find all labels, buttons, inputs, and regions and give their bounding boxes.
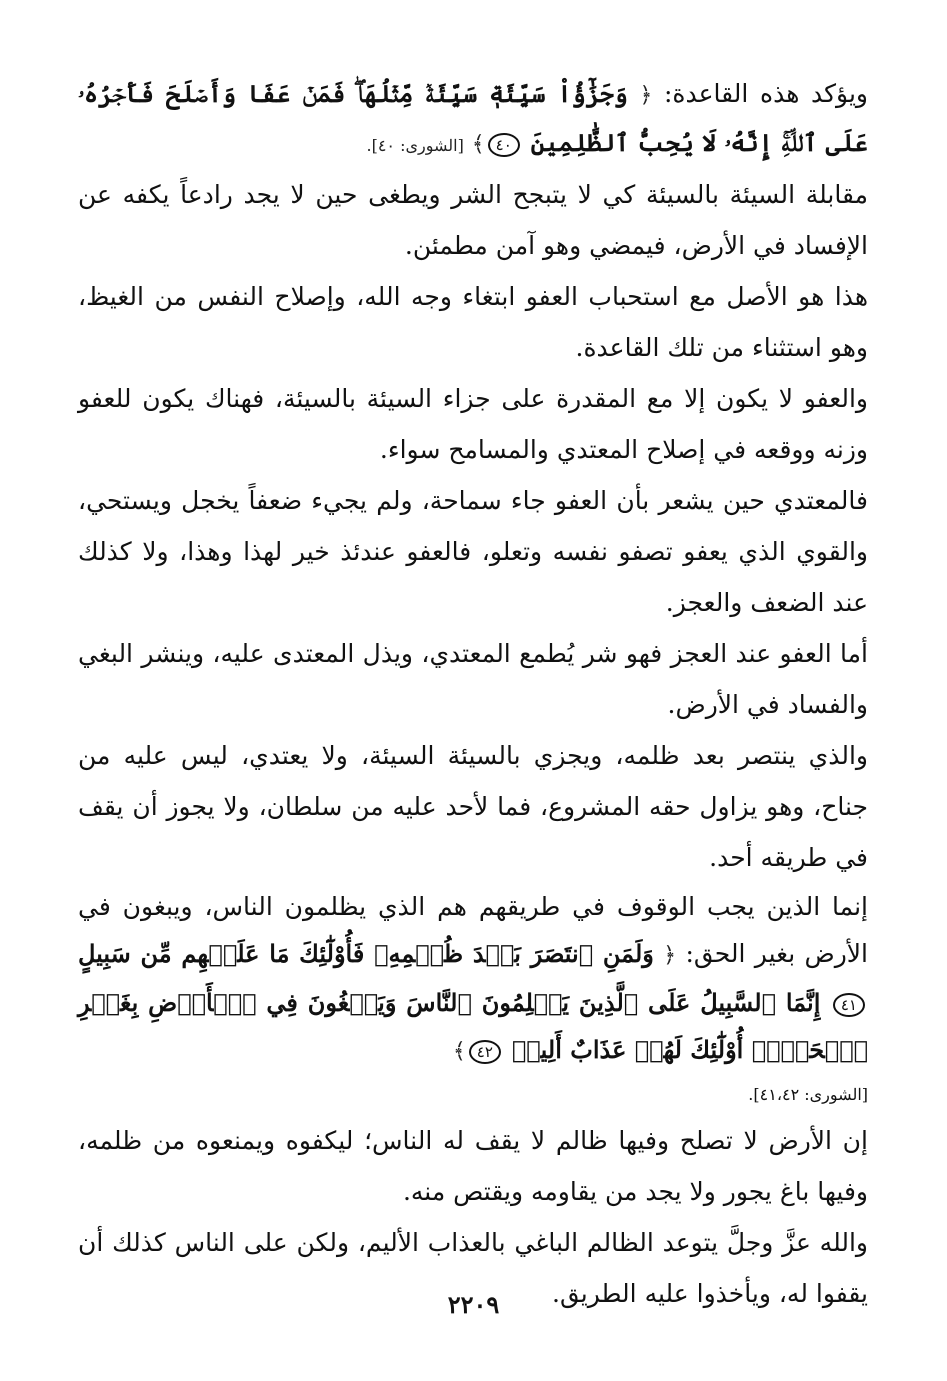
quran-verse: وَجَزَٰٓؤُاْ سَيِّئَةٖ سَيِّئَةٞ مِّثۡلُهَاۖ فَمَنۡ عَفَا وَأَصۡلَحَ فَأَجۡرُهُۥ عَلَى ٱللَّهِۚ إِنَّهُۥ لَا يُحِبُّ ٱلظَّٰلِمِينَ: [78, 79, 868, 157]
quran-open-bracket: ﴿: [639, 83, 653, 108]
paragraph: هذا هو الأصل مع استحباب العفو ابتغاء وجه الله، وإصلاح النفس من الغيظ، وهو استثناء من تلك القاعدة.: [78, 282, 868, 362]
verse-reference: [الشورى: ٤١،٤٢].: [748, 1085, 868, 1104]
intro-text: ويؤكد هذه القاعدة:: [652, 79, 868, 108]
page-number: ٢٢٠٩: [447, 1290, 500, 1319]
paragraph-verses-41-42: [78, 883, 868, 1075]
intro-text: إنما الذين يجب الوقوف في طريقهم هم الذي يظلمون الناس، ويبغون في الأرض بغير الحق:: [78, 892, 868, 968]
paragraph: إن الأرض لا تصلح وفيها ظالم لا يقف له الناس؛ ليكفوه ويمنعوه من ظلمه، وفيها باغ يجور ولا يجد من يقاومه ويقتص منه.: [78, 1126, 868, 1206]
paragraph-verse-40: [78, 70, 868, 169]
quran-close-bracket: ﴾: [452, 1039, 466, 1064]
quran-verse: إِنَّمَا ٱلسَّبِيلُ عَلَى ٱلَّذِينَ يَظۡلِمُونَ ٱلنَّاسَ وَيَبۡغُونَ فِي ٱلۡأَرۡضِ بِغَيۡرِ ٱلۡحَقِّۚ أُوْلَٰٓئِكَ لَهُمۡ عَذَابٌ أَلِيمٞ: [78, 988, 868, 1064]
ayah-number-marker: ٤٢: [469, 1040, 501, 1064]
paragraph: فالمعتدي حين يشعر بأن العفو جاء سماحة، ولم يجيء ضعفاً يخجل ويستحي، والقوي الذي يعفو تصفو نفسه وتعلو، فالعفو عندئذ خير لهذا وهذا، ولا كذلك عند الضعف والعجز.: [78, 486, 868, 617]
paragraph: مقابلة السيئة بالسيئة كي لا يتبجح الشر ويطغى حين لا يجد رادعاً يكفه عن الإفساد في الأرض، فيمضي وهو آمن مطمئن.: [78, 180, 868, 260]
paragraph: والله عزَّ وجلَّ يتوعد الظالم الباغي بالعذاب الأليم، ولكن على الناس كذلك أن يقفوا له، ويأخذوا عليه الطريق.: [78, 1228, 868, 1308]
ayah-number-marker: ٤٠: [488, 133, 520, 157]
quran-close-bracket: ﴾: [471, 132, 485, 157]
paragraph: والذي ينتصر بعد ظلمه، ويجزي بالسيئة السيئة، ولا يعتدي، ليس عليه من جناح، وهو يزاول حقه المشروع، فما لأحد عليه من سلطان، ولا يجوز أن يقف في طريقه أحد.: [78, 741, 868, 872]
paragraph: والعفو لا يكون إلا مع المقدرة على جزاء السيئة بالسيئة، فهناك يكون للعفو وزنه ووقعه في إصلاح المعتدي والمسامح سواء.: [78, 384, 868, 464]
quran-verse: وَلَمَنِ ٱنتَصَرَ بَعۡدَ ظُلۡمِهِۦ فَأُوْلَٰٓئِكَ مَا عَلَيۡهِم مِّن سَبِيلٍ: [78, 939, 654, 968]
verse-reference: [الشورى: ٤٠].: [366, 136, 464, 155]
paragraph: أما العفو عند العجز فهو شر يُطمع المعتدي، ويذل المعتدى عليه، وينشر البغي والفساد في الأرض.: [78, 639, 868, 719]
ayah-number-marker: ٤١: [833, 993, 865, 1017]
quran-open-bracket: ﴿: [663, 943, 677, 968]
page-body: [78, 70, 868, 1319]
